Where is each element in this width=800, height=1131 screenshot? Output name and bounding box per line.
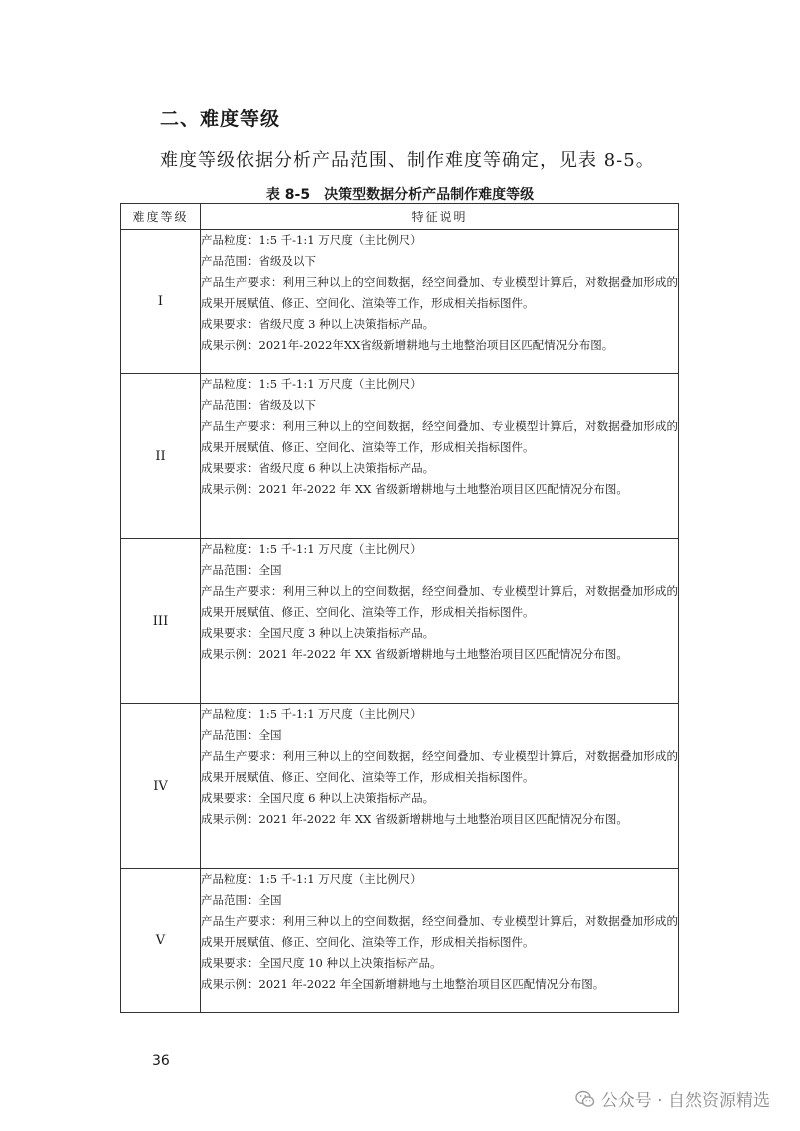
description-cell [201,869,679,1013]
granularity-line: 产品粒度：1:5 千-1:1 万尺度（主比例尺） [201,872,422,886]
production-requirement-line: 产品生产要求：利用三种以上的空间数据，经空间叠加、专业模型计算后，对数据叠加形成的成果开展赋值、修正、空间化、渲染等工作，形成相关指标图件。 [201,584,678,619]
intro-paragraph: 难度等级依据分析产品范围、制作难度等确定，见表 8-5。 [160,150,655,171]
granularity-line: 产品粒度：1:5 千-1:1 万尺度（主比例尺） [201,233,422,247]
scope-line: 产品范围：省级及以下 [201,254,316,268]
scope-line: 产品范围：全国 [201,728,282,742]
table-row [121,374,679,539]
table-caption: 表 8-5 决策型数据分析产品制作难度等级 [265,187,535,203]
table-header-row [121,204,679,230]
result-requirement-line: 成果要求：全国尺度 3 种以上决策指标产品。 [201,626,435,640]
production-requirement-line: 产品生产要求：利用三种以上的空间数据，经空间叠加、专业模型计算后，对数据叠加形成的成果开展赋值、修正、空间化、渲染等工作，形成相关指标图件。 [201,914,678,949]
result-requirement-line: 成果要求：省级尺度 6 种以上决策指标产品。 [201,461,435,475]
table-row [121,704,679,869]
scope-line: 产品范围：省级及以下 [201,398,316,412]
table-row [121,869,679,1013]
watermark-text: 公众号 · 自然资源精选 [600,1091,770,1111]
section-heading: 二、难度等级 [160,108,281,130]
header-description: 特征说明 [201,204,679,230]
scope-line: 产品范围：全国 [201,563,282,577]
result-example-line: 成果示例：2021年-2022年XX省级新增耕地与土地整治项目区匹配情况分布图。 [201,338,614,352]
granularity-line: 产品粒度：1:5 千-1:1 万尺度（主比例尺） [201,377,422,391]
scope-line: 产品范围：全国 [201,893,282,907]
result-requirement-line: 成果要求：全国尺度 10 种以上决策指标产品。 [201,956,442,970]
production-requirement-line: 产品生产要求：利用三种以上的空间数据，经空间叠加、专业模型计算后，对数据叠加形成的成果开展赋值、修正、空间化、渲染等工作，形成相关指标图件。 [201,275,678,310]
result-example-line: 成果示例：2021 年-2022 年 XX 省级新增耕地与土地整治项目区匹配情况分布图。 [201,482,628,496]
table-row [121,230,679,374]
watermark [575,1086,770,1111]
level-cell: III [121,539,201,704]
level-cell: V [121,869,201,1013]
result-requirement-line: 成果要求：全国尺度 6 种以上决策指标产品。 [201,791,435,805]
level-cell: IV [121,704,201,869]
result-requirement-line: 成果要求：省级尺度 3 种以上决策指标产品。 [201,317,435,331]
header-level: 难度等级 [121,204,201,230]
page-number: 36 [152,1053,170,1069]
difficulty-table [120,203,679,1013]
granularity-line: 产品粒度：1:5 千-1:1 万尺度（主比例尺） [201,707,422,721]
description-cell [201,704,679,869]
result-example-line: 成果示例：2021 年-2022 年 XX 省级新增耕地与土地整治项目区匹配情况分布图。 [201,647,628,661]
description-cell [201,374,679,539]
level-cell: I [121,230,201,374]
production-requirement-line: 产品生产要求：利用三种以上的空间数据，经空间叠加、专业模型计算后，对数据叠加形成的成果开展赋值、修正、空间化、渲染等工作，形成相关指标图件。 [201,419,678,454]
granularity-line: 产品粒度：1:5 千-1:1 万尺度（主比例尺） [201,542,422,556]
wechat-icon [575,1089,595,1109]
description-cell [201,539,679,704]
level-cell: II [121,374,201,539]
production-requirement-line: 产品生产要求：利用三种以上的空间数据，经空间叠加、专业模型计算后，对数据叠加形成的成果开展赋值、修正、空间化、渲染等工作，形成相关指标图件。 [201,749,678,784]
table-row [121,539,679,704]
description-cell [201,230,679,374]
result-example-line: 成果示例：2021 年-2022 年 XX 省级新增耕地与土地整治项目区匹配情况分布图。 [201,812,628,826]
result-example-line: 成果示例：2021 年-2022 年全国新增耕地与土地整治项目区匹配情况分布图。 [201,977,605,991]
